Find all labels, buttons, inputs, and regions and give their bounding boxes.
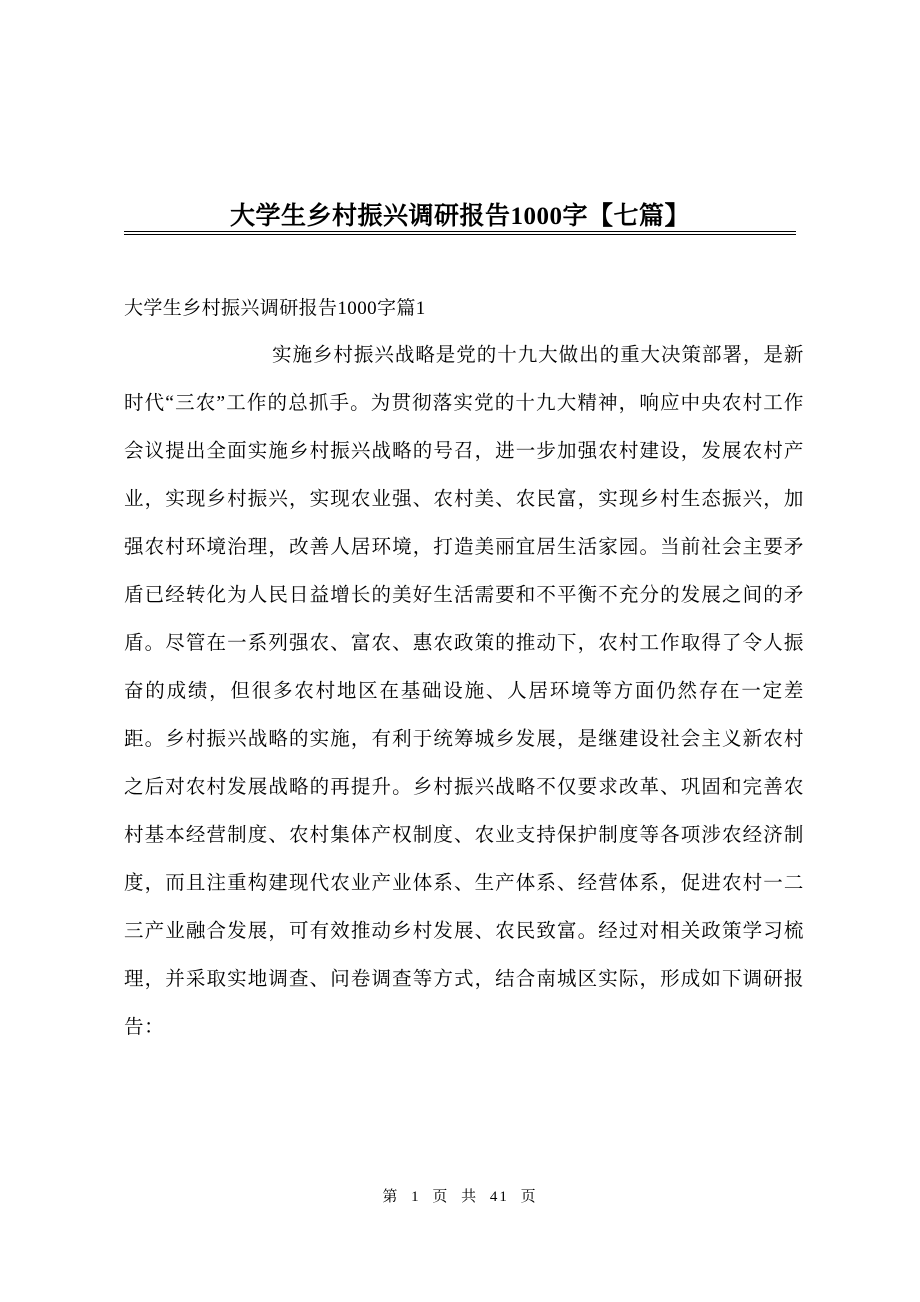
page-footer [0,1185,920,1206]
footer-total-word: 页 [520,1189,538,1205]
footer-page-word: 页 [432,1189,450,1205]
footer-of-label: 共 [461,1189,479,1205]
body-paragraph: 实施乡村振兴战略是党的十九大做出的重大决策部署，是新时代“三农”工作的总抓手。为贯彻落实党的十九大精神，响应中央农村工作会议提出全面实施乡村振兴战略的号召，进一步加强农村建设，发展农村产业，实现乡村振兴，实现农业强、农村美、农民富，实现乡村生态振兴，加强农村环境治理，改善人居环境，打造美丽宜居生活家园。当前社会主要矛盾已经转化为人民日益增长的美好生活需要和不平衡不充分的发展之间的矛盾。尽管在一系列强农、富农、惠农政策的推动下，农村工作取得了令人振奋的成绩，但很多农村地区在基础设施、人居环境等方面仍然存在一定差距。乡村振兴战略的实施，有利于统筹城乡发展，是继建设社会主义新农村之后对农村发展战略的再提升。乡村振兴战略不仅要求改革、巩固和完善农村基本经营制度、农村集体产权制度、农业支持保护制度等各项涉农经济制度，而且注重构建现代农业产业体系、生产体系、经营体系，促进农村一二三产业融合发展，可有效推动乡村发展、农民致富。经过对相关政策学习梳理，并采取实地调查、问卷调查等方式，结合南城区实际，形成如下调研报告： [124,345,804,1038]
footer-current-page: 1 [411,1189,421,1205]
footer-page-label: 第 [382,1189,400,1205]
document-body [124,292,804,1052]
page-title: 大学生乡村振兴调研报告1000字【七篇】 [229,203,690,230]
title-divider [124,231,796,235]
footer-total-pages: 41 [489,1189,509,1205]
section-subheading: 大学生乡村振兴调研报告1000字篇1 [124,298,426,319]
